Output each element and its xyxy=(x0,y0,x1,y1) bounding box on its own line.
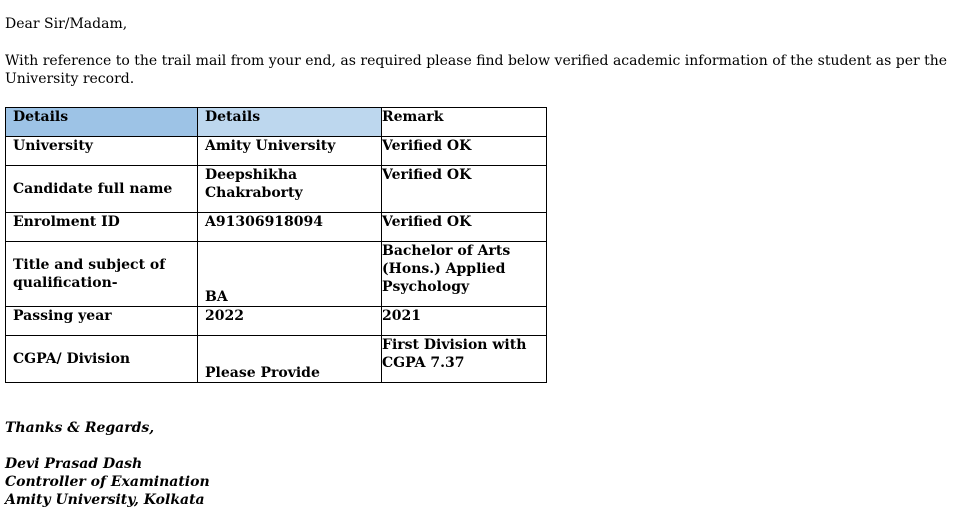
table-header-row xyxy=(6,108,547,137)
row-value: Amity University xyxy=(198,137,382,166)
table-row xyxy=(6,213,547,242)
row-remark: First Division with CGPA 7.37 xyxy=(382,336,547,383)
signer-title: Controller of Examination xyxy=(5,474,210,490)
row-value: A91306918094 xyxy=(198,213,382,242)
verification-table xyxy=(5,107,547,383)
signoff-thanks: Thanks & Regards, xyxy=(5,420,155,436)
email-greeting: Dear Sir/Madam, xyxy=(5,16,128,32)
row-label: Title and subject of qualification- xyxy=(6,242,198,307)
row-label: Candidate full name xyxy=(6,166,198,213)
table-row xyxy=(6,242,547,307)
table-row xyxy=(6,137,547,166)
table-row xyxy=(6,166,547,213)
table-row xyxy=(6,336,547,383)
header-remark: Remark xyxy=(382,108,547,137)
header-details-1: Details xyxy=(6,108,198,137)
row-remark: Verified OK xyxy=(382,213,547,242)
row-label: Enrolment ID xyxy=(6,213,198,242)
row-value: Deepshikha Chakraborty xyxy=(198,166,382,213)
row-label: Passing year xyxy=(6,307,198,336)
table-row xyxy=(6,307,547,336)
row-value: BA xyxy=(198,242,382,307)
row-label: CGPA/ Division xyxy=(6,336,198,383)
signer-name: Devi Prasad Dash xyxy=(5,456,143,472)
row-value: Please Provide xyxy=(198,336,382,383)
email-intro-paragraph: With reference to the trail mail from your end, as required please find below verified academic information of the student as per the University record. xyxy=(5,53,948,87)
row-remark: Verified OK xyxy=(382,166,547,213)
row-label: University xyxy=(6,137,198,166)
signer-organization: Amity University, Kolkata xyxy=(5,492,205,508)
header-details-2: Details xyxy=(198,108,382,137)
row-remark: 2021 xyxy=(382,307,547,336)
row-remark: Bachelor of Arts (Hons.) Applied Psychology xyxy=(382,242,547,307)
row-value: 2022 xyxy=(198,307,382,336)
row-remark: Verified OK xyxy=(382,137,547,166)
